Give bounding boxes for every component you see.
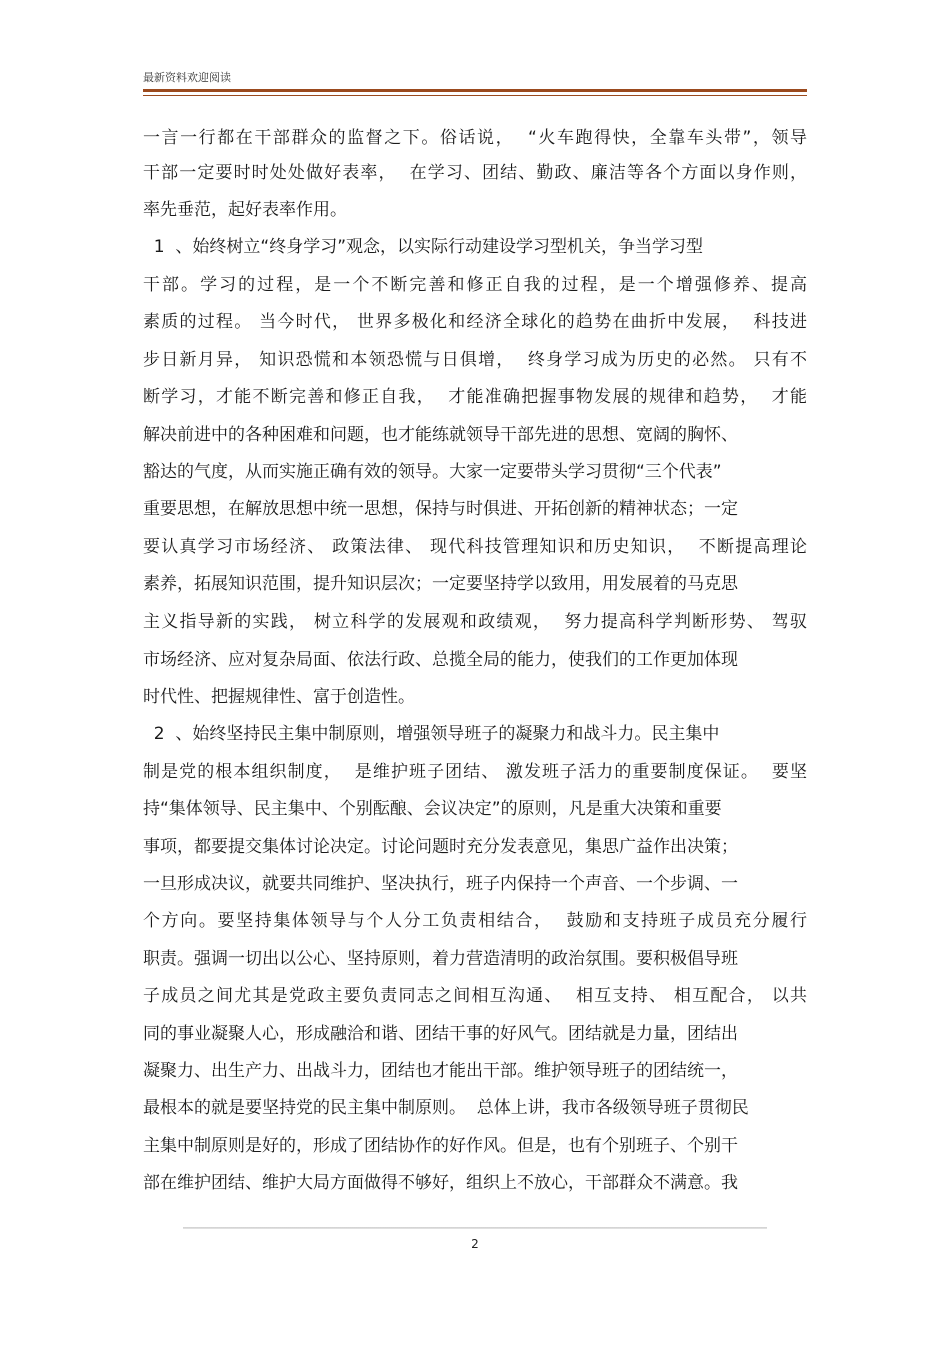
body-line: 素质的过程。 当今时代， 世界多极化和经济全球化的趋势在曲折中发展， 科技进: [143, 312, 807, 332]
body-line: 断学习，才能不断完善和修正自我， 才能准确把握事物发展的规律和趋势， 才能: [143, 387, 807, 407]
body-line: 重要思想，在解放思想中统一思想，保持与时俱进、开拓创新的精神状态；一定: [143, 499, 738, 519]
header-rule-thin: [143, 95, 807, 96]
body-line: 个方向。要坚持集体领导与个人分工负责相结合， 鼓励和支持班子成员充分履行: [143, 911, 807, 931]
body-line: 市场经济、应对复杂局面、依法行政、总揽全局的能力，使我们的工作更加体现: [143, 650, 738, 670]
body-line: 干部一定要时时处处做好表率， 在学习、团结、勤政、廉洁等各个方面以身作则，: [143, 163, 807, 183]
body-line: 职责。强调一切出以公心、坚持原则，着力营造清明的政治氛围。要积极倡导班: [143, 949, 738, 969]
body-line: 解决前进中的各种困难和问题，也才能练就领导干部先进的思想、宽阔的胸怀、: [143, 425, 738, 445]
body-line: 同的事业凝聚人心，形成融洽和谐、团结干事的好风气。团结就是力量，团结出: [143, 1024, 738, 1044]
body-line: 事项，都要提交集体讨论决定。讨论问题时充分发表意见，集思广益作出决策；: [143, 837, 738, 857]
body-line: 一言一行都在干部群众的监督之下。俗话说， “火车跑得快，全靠车头带”，领导: [143, 128, 807, 148]
body-line: 凝聚力、出生产力、出战斗力，团结也才能出干部。维护领导班子的团结统一，: [143, 1061, 738, 1081]
body-line: 素养，拓展知识范围，提升知识层次；一定要坚持学以致用，用发展着的马克思: [143, 574, 738, 594]
body-line: 时代性、把握规律性、富于创造性。: [143, 687, 415, 707]
body-line: 部在维护团结、维护大局方面做得不够好，组织上不放心，干部群众不满意。我: [143, 1173, 738, 1193]
body-line: 制是党的根本组织制度， 是维护班子团结、 激发班子活力的重要制度保证。 要坚: [143, 762, 807, 782]
footer-rule: [183, 1227, 767, 1229]
body-line: 子成员之间尤其是党政主要负责同志之间相互沟通、 相互支持、 相互配合， 以共: [143, 986, 807, 1006]
header-rule-thick: [143, 89, 807, 92]
body-line: 主义指导新的实践， 树立科学的发展观和政绩观， 努力提高科学判断形势、 驾驭: [143, 612, 807, 632]
body-line: 2 、始终坚持民主集中制原则，增强领导班子的凝聚力和战斗力。民主集中: [143, 724, 720, 744]
body-line: 豁达的气度，从而实施正确有效的领导。大家一定要带头学习贯彻“三个代表”: [143, 462, 722, 482]
body-line: 持“集体领导、民主集中、个别酝酿、会议决定”的原则，凡是重大决策和重要: [143, 799, 722, 819]
header-text: 最新资料欢迎阅读: [143, 71, 231, 84]
body-line: 要认真学习市场经济、 政策法律、 现代科技管理知识和历史知识， 不断提高理论: [143, 537, 807, 557]
body-line: 一旦形成决议，就要共同维护、坚决执行，班子内保持一个声音、一个步调、一: [143, 874, 738, 894]
body-line: 步日新月异， 知识恐慌和本领恐慌与日俱增， 终身学习成为历史的必然。 只有不: [143, 350, 807, 370]
body-line: 最根本的就是要坚持党的民主集中制原则。 总体上讲，我市各级领导班子贯彻民: [143, 1098, 749, 1118]
body-line: 主集中制原则是好的，形成了团结协作的好作风。但是，也有个别班子、个别干: [143, 1136, 738, 1156]
page-number: 2: [471, 1237, 479, 1251]
body-line: 1 、始终树立“终身学习”观念，以实际行动建设学习型机关，争当学习型: [143, 237, 704, 257]
body-line: 率先垂范，起好表率作用。: [143, 200, 347, 220]
body-line: 干部。学习的过程，是一个不断完善和修正自我的过程，是一个增强修养、提高: [143, 275, 807, 295]
